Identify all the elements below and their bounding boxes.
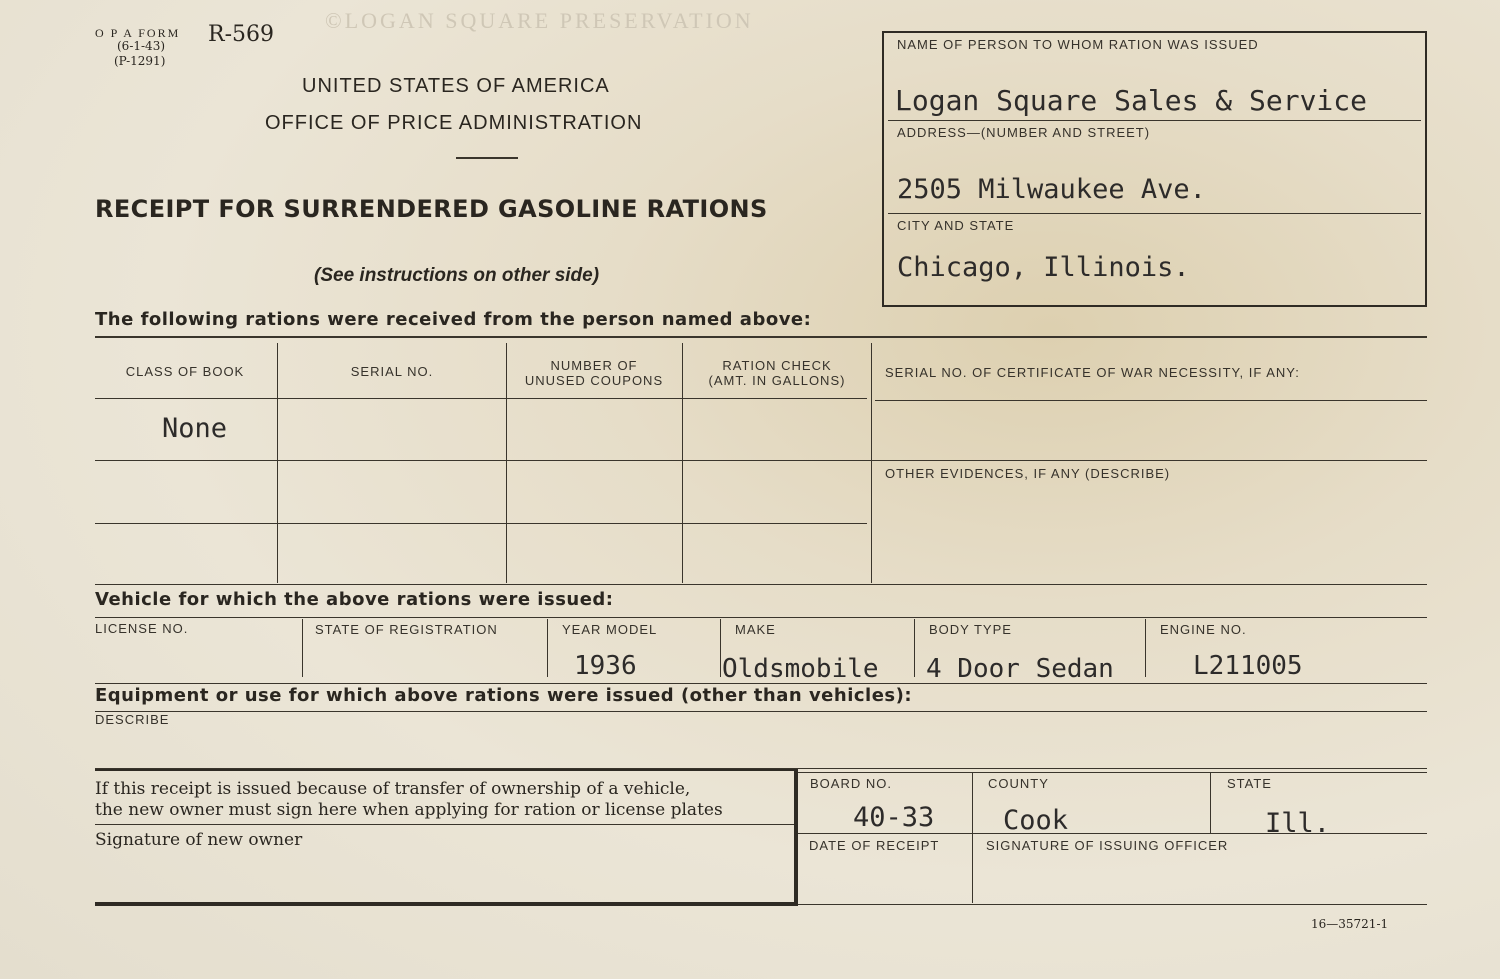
- col-ration-check-1: RATION CHECK: [722, 358, 832, 373]
- board-no-label: BOARD NO.: [810, 776, 892, 791]
- col-certificate: SERIAL NO. OF CERTIFICATE OF WAR NECESSITY, IF ANY:: [885, 365, 1300, 380]
- form-title: RECEIPT FOR SURRENDERED GASOLINE RATIONS: [95, 195, 768, 223]
- state-registration-label: STATE OF REGISTRATION: [315, 622, 498, 637]
- city-state-label: CITY AND STATE: [897, 218, 1015, 233]
- agency-line-1: UNITED STATES OF AMERICA: [302, 75, 610, 97]
- issuing-officer-signature-field[interactable]: [976, 856, 1424, 902]
- col-serial-no: SERIAL NO.: [350, 364, 434, 379]
- col-unused-coupons-1: NUMBER OF: [550, 358, 638, 373]
- form-number: R-569: [208, 22, 274, 47]
- form-label: O P A FORM: [95, 26, 181, 40]
- address-value[interactable]: 2505 Milwaukee Ave.: [897, 174, 1206, 205]
- other-evidences-label: OTHER EVIDENCES, IF ANY (DESCRIBE): [885, 466, 1171, 481]
- rations-intro: The following rations were received from the person named above:: [95, 309, 812, 330]
- col-ration-check-2: (AMT. IN GALLONS): [708, 373, 846, 388]
- class-of-book-value[interactable]: None: [162, 413, 228, 444]
- body-type-value[interactable]: 4 Door Sedan: [926, 654, 1114, 684]
- watermark: ©LOGAN SQUARE PRESERVATION: [325, 8, 754, 33]
- address-label: ADDRESS—(NUMBER AND STREET): [897, 125, 1151, 140]
- title-rule: [456, 157, 518, 159]
- footer-code: 16—35721-1: [1311, 917, 1389, 931]
- transfer-note-line-1: If this receipt is issued because of transfer of ownership of a vehicle,: [95, 779, 691, 799]
- engine-no-label: ENGINE NO.: [1160, 622, 1247, 637]
- year-model-label: YEAR MODEL: [562, 622, 658, 637]
- state-value[interactable]: Ill.: [1265, 808, 1331, 839]
- equipment-intro: Equipment or use for which above rations were issued (other than vehicles):: [95, 685, 913, 706]
- vehicle-intro: Vehicle for which the above rations were issued:: [95, 589, 614, 610]
- form-code: (P-1291): [114, 54, 166, 68]
- date-of-receipt-label: DATE OF RECEIPT: [809, 838, 940, 853]
- new-owner-signature-label: Signature of new owner: [95, 830, 303, 850]
- state-label: STATE: [1227, 776, 1272, 791]
- instructions-note: (See instructions on other side): [314, 265, 600, 286]
- license-no-label: LICENSE NO.: [95, 621, 189, 636]
- issuing-officer-signature-label: SIGNATURE OF ISSUING OFFICER: [986, 838, 1229, 853]
- year-model-value[interactable]: 1936: [574, 651, 637, 681]
- date-of-receipt-field[interactable]: [800, 856, 970, 902]
- board-no-value[interactable]: 40-33: [853, 802, 935, 833]
- recipient-name-label: NAME OF PERSON TO WHOM RATION WAS ISSUED: [897, 37, 1259, 52]
- county-label: COUNTY: [988, 776, 1049, 791]
- describe-label: DESCRIBE: [95, 712, 170, 727]
- agency-line-2: OFFICE OF PRICE ADMINISTRATION: [265, 112, 643, 134]
- city-state-value[interactable]: Chicago, Illinois.: [897, 252, 1190, 283]
- new-owner-signature-field[interactable]: [95, 852, 794, 900]
- body-type-label: BODY TYPE: [929, 622, 1012, 637]
- form-date: (6-1-43): [117, 39, 166, 53]
- make-value[interactable]: Oldsmobile: [722, 654, 879, 684]
- recipient-name-value[interactable]: Logan Square Sales & Service: [895, 84, 1368, 117]
- col-unused-coupons-2: UNUSED COUPONS: [524, 373, 664, 388]
- transfer-note-line-2: the new owner must sign here when applying for ration or license plates: [95, 800, 723, 820]
- engine-no-value[interactable]: L211005: [1193, 651, 1303, 681]
- make-label: MAKE: [735, 622, 776, 637]
- col-class-of-book: CLASS OF BOOK: [125, 364, 245, 379]
- county-value[interactable]: Cook: [1003, 805, 1069, 836]
